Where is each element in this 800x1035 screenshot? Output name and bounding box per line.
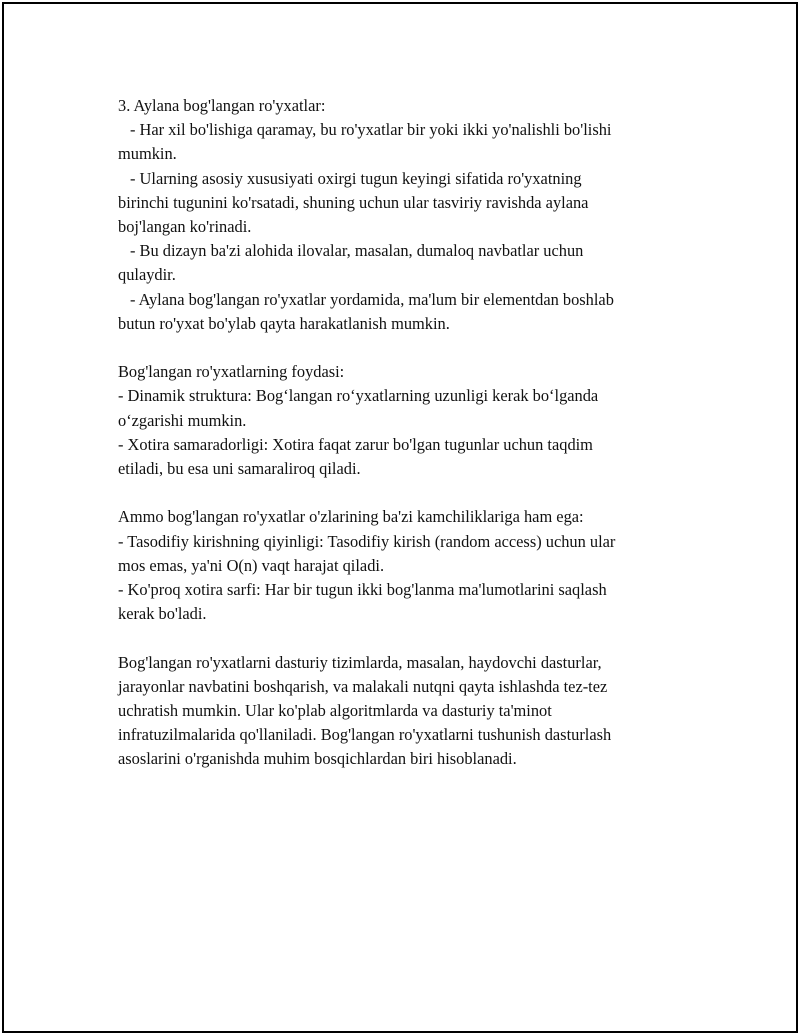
paragraph-gap [118,336,698,360]
text-line: jarayonlar navbatini boshqarish, va malakali nutqni qayta ishlashda tez-tez [118,676,608,696]
text-line: kerak bo'ladi. [118,604,207,624]
paragraph-gap [118,626,698,650]
text-line: mos emas, ya'ni O(n) vaqt harajat qiladi. [118,555,385,575]
text-line: birinchi tugunini ko'rsatadi, shuning uchun ular tasviriy ravishda aylana [118,192,589,212]
list-item [118,530,698,578]
section-title: 3. Aylana bog'langan ro'yxatlar: [118,96,326,115]
conclusion-paragraph [118,651,698,772]
document-body [118,94,698,772]
text-line: - Dinamik struktura: Bog‘langan ro‘yxatlarning uzunligi kerak bo‘lganda [118,386,599,406]
list-item [118,118,698,166]
section-title: Bog'langan ro'yxatlarning foydasi: [118,362,345,382]
text-line: mumkin. [118,144,177,164]
text-line: - Ko'proq xotira sarfi: Har bir tugun ikki bog'lanma ma'lumotlarini saqlash [118,580,607,600]
list-item [118,433,698,481]
text-line: boj'langan ko'rinadi. [118,217,252,237]
text-line: asoslarini o'rganishda muhim bosqichlardan biri hisoblanadi. [118,749,517,769]
section-circular-lists [118,94,698,336]
text-line: - Tasodifiy kirishning qiyinligi: Tasodifiy kirish (random access) uchun ular [118,531,616,551]
text-line: - Har xil bo'lishiga qaramay, bu ro'yxatlar bir yoki ikki yo'nalishli bo'lishi [130,120,612,140]
list-item [118,167,698,240]
text-line: o‘zgarishi mumkin. [118,410,247,430]
list-item [118,384,698,432]
text-line: infratuzilmalarida qo'llaniladi. Bog'langan ro'yxatlarni tushunish dasturlash [118,725,612,745]
text-line: uchratish mumkin. Ular ko'plab algoritmlarda va dasturiy ta'minot [118,701,552,721]
text-line: etiladi, bu esa uni samaraliroq qiladi. [118,459,361,479]
section-benefits [118,360,698,481]
text-line: - Aylana bog'langan ro'yxatlar yordamida, ma'lum bir elementdan boshlab [130,289,614,309]
section-drawbacks [118,505,698,626]
list-item [118,239,698,287]
text-line: - Bu dizayn ba'zi alohida ilovalar, masalan, dumaloq navbatlar uchun [130,241,584,261]
list-item [118,578,698,626]
text-line: Bog'langan ro'yxatlarni dasturiy tizimlarda, masalan, haydovchi dasturlar, [118,652,602,672]
text-line: qulaydir. [118,265,176,285]
text-line: - Ularning asosiy xususiyati oxirgi tugun keyingi sifatida ro'yxatning [130,168,582,188]
text-line: butun ro'yxat bo'ylab qayta harakatlanish mumkin. [118,313,450,333]
text-line: - Xotira samaradorligi: Xotira faqat zarur bo'lgan tugunlar uchun taqdim [118,434,593,454]
paragraph-gap [118,481,698,505]
section-title: Ammo bog'langan ro'yxatlar o'zlarining ba'zi kamchiliklariga ham ega: [118,507,584,527]
list-item [118,288,698,336]
